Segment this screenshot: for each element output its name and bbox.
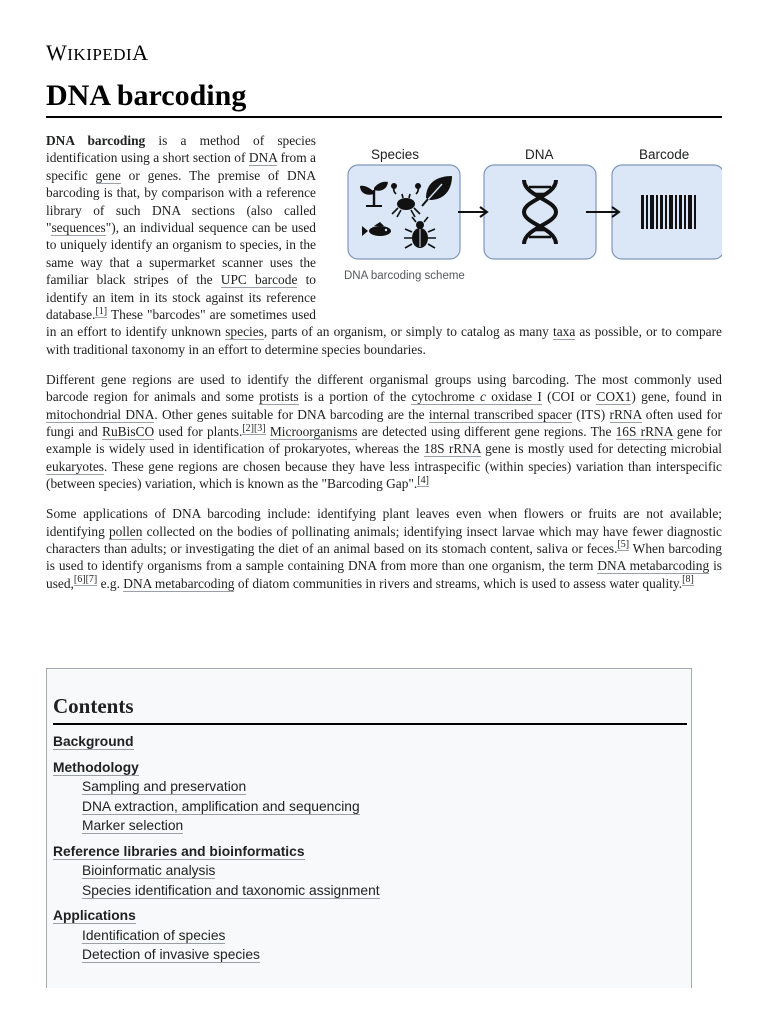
link-18s-rrna[interactable]: 18S rRNA xyxy=(423,441,481,457)
link-rrna[interactable]: rRNA xyxy=(609,406,642,422)
barcode-label: Barcode xyxy=(639,147,690,162)
text: collected on the bodies of pollinating animals; identifying insect larvae which may have fewer diagnostic characters than adults; or investigating the diet of an animal based on its stomach content, saliva or feces. xyxy=(46,523,723,556)
link-microorganisms[interactable]: Microorganisms xyxy=(269,424,358,439)
wikipedia-wordmark[interactable]: WIKIPEDIA xyxy=(46,40,149,65)
text: is a portion of the xyxy=(298,389,412,405)
text: . These gene regions are chosen because they have less intraspecific (within species) variation than interspecific (between species) variation, which is known as the "Barcoding Gap". xyxy=(46,458,722,492)
reference-6[interactable]: [6] xyxy=(73,574,86,586)
toc-link-marker-selection[interactable]: Marker selection xyxy=(82,818,184,833)
toc-title: Contents xyxy=(53,691,687,725)
toc-section xyxy=(53,907,691,964)
reference-2[interactable]: [2] xyxy=(242,422,254,434)
text: are detected using different gene regions. The xyxy=(357,424,616,439)
toc-link-reference-libraries[interactable]: Reference libraries and bioinformatics xyxy=(53,843,305,859)
dna-label: DNA xyxy=(525,147,554,162)
toc-subsection xyxy=(82,862,691,880)
toc-link-invasive-species[interactable]: Detection of invasive species xyxy=(82,947,260,962)
link-cytochrome-c-oxidase-i[interactable] xyxy=(411,389,541,405)
link-protists[interactable]: protists xyxy=(259,389,299,405)
toc-section xyxy=(53,733,691,751)
lead-term: DNA barcoding xyxy=(46,133,146,148)
link-sequences[interactable]: sequences xyxy=(51,220,106,236)
text: of diatom communities in rivers and streams, which is used to assess water quality. xyxy=(234,575,683,591)
toc-sublist xyxy=(82,778,691,835)
text: to identify an item in its stock against its reference database. xyxy=(46,272,316,323)
text: used for plants. xyxy=(154,424,243,439)
toc-sublist xyxy=(82,862,691,899)
text: is used, xyxy=(46,558,723,591)
toc-subsection xyxy=(82,946,691,964)
toc-link-dna-extraction[interactable]: DNA extraction, amplification and sequencing xyxy=(82,798,360,814)
toc-link-identification-of-species[interactable]: Identification of species xyxy=(82,927,226,943)
text: . Other genes suitable for DNA barcoding are the xyxy=(154,406,429,422)
toc-subsection xyxy=(82,798,691,816)
link-dna[interactable]: DNA xyxy=(248,150,278,166)
arrow-icon xyxy=(458,207,487,217)
reference-1[interactable]: [1] xyxy=(95,305,108,317)
text: cytochrome xyxy=(411,389,480,405)
reference-8[interactable]: [8] xyxy=(682,574,694,586)
text: as possible, or to compare with traditional taxonomy in an effort to determine species boundaries. xyxy=(46,324,722,357)
text: c xyxy=(479,389,486,405)
toc-subsection xyxy=(82,778,691,796)
toc-link-applications[interactable]: Applications xyxy=(53,908,136,923)
text: is a method of species identification using a short section of xyxy=(46,133,316,166)
text: oxidase I xyxy=(485,389,542,405)
text: "), an individual sequence can be used to uniquely identify an organism to species, in the same way that a supermarket scanner uses the familiar black stripes of the xyxy=(46,220,316,288)
toc-section xyxy=(53,759,691,835)
reference-5[interactable]: [5] xyxy=(617,539,630,551)
toc-subsection xyxy=(82,817,691,835)
toc-link-bioinformatic-analysis[interactable]: Bioinformatic analysis xyxy=(82,863,216,878)
link-pollen[interactable]: pollen xyxy=(108,523,143,539)
toc-link-methodology[interactable]: Methodology xyxy=(53,759,139,775)
link-dna-metabarcoding[interactable]: DNA metabarcoding xyxy=(597,558,710,574)
text: These "barcodes" are sometimes used in an effort to identify unknown xyxy=(46,307,316,340)
link-eukaryotes[interactable]: eukaryotes xyxy=(46,458,105,474)
dna-box xyxy=(484,165,596,259)
text: e.g. xyxy=(97,575,124,591)
figure-caption: DNA barcoding scheme xyxy=(344,270,465,282)
text: gene for example is widely used in identification of prokaryotes, whereas the xyxy=(46,424,723,457)
toc-sublist xyxy=(82,927,691,964)
toc-section xyxy=(53,843,691,900)
reference-4[interactable]: [4] xyxy=(417,474,429,486)
link-gene[interactable]: gene xyxy=(95,167,121,183)
species-label: Species xyxy=(371,147,420,162)
text: gene is mostly used for detecting microbial xyxy=(480,441,722,457)
text: Some applications of DNA barcoding include: identifying plant leaves even when flowers or fruits are not available; identifying xyxy=(46,506,722,539)
paragraph-gene-regions xyxy=(46,371,722,493)
text: often used for fungi and xyxy=(46,406,722,439)
toc-link-sampling[interactable]: Sampling and preservation xyxy=(82,779,247,794)
link-internal-transcribed-spacer[interactable]: internal transcribed spacer xyxy=(428,406,572,422)
toc-link-background[interactable]: Background xyxy=(53,734,134,749)
article-body xyxy=(46,132,722,605)
reference-3[interactable]: [3] xyxy=(253,422,266,434)
page-title: DNA barcoding xyxy=(46,76,722,118)
text: (COI or xyxy=(541,389,597,405)
text: or genes. The premise of DNA barcoding is that, by comparison with a reference library of such DNA sections (also called " xyxy=(46,167,317,236)
text: (ITS) xyxy=(572,406,610,422)
link-cox1[interactable]: COX1 xyxy=(596,389,632,405)
toc-subsection xyxy=(82,882,691,900)
link-dna-metabarcoding[interactable]: DNA metabarcoding xyxy=(123,575,235,591)
text: , parts of an organism, or simply to catalog as many xyxy=(263,324,553,340)
link-mitochondrial-dna[interactable]: mitochondrial DNA xyxy=(46,406,155,422)
table-of-contents xyxy=(46,668,692,988)
link-species[interactable]: species xyxy=(225,324,264,340)
text: When barcoding is used to identify organisms from a sample containing DNA from more than one organism, the term xyxy=(46,540,722,574)
link-taxa[interactable]: taxa xyxy=(552,324,576,340)
paragraph-applications xyxy=(46,505,722,592)
toc-list xyxy=(53,733,691,964)
toc-link-species-identification-taxonomic[interactable]: Species identification and taxonomic assignment xyxy=(82,882,380,898)
text: from a specific xyxy=(46,150,316,183)
link-16s-rrna[interactable]: 16S rRNA xyxy=(615,424,673,439)
link-upc-barcode[interactable]: UPC barcode xyxy=(220,272,298,288)
reference-7[interactable]: [7] xyxy=(85,574,98,586)
text: Different gene regions are used to identify the different organismal groups using barcoding. The most commonly used barcode region for animals and some xyxy=(46,371,722,405)
text: ) gene, found in xyxy=(631,389,722,405)
toc-subsection xyxy=(82,927,691,945)
barcoding-scheme-figure[interactable] xyxy=(330,132,722,308)
link-rubisco[interactable]: RuBisCO xyxy=(102,424,155,439)
